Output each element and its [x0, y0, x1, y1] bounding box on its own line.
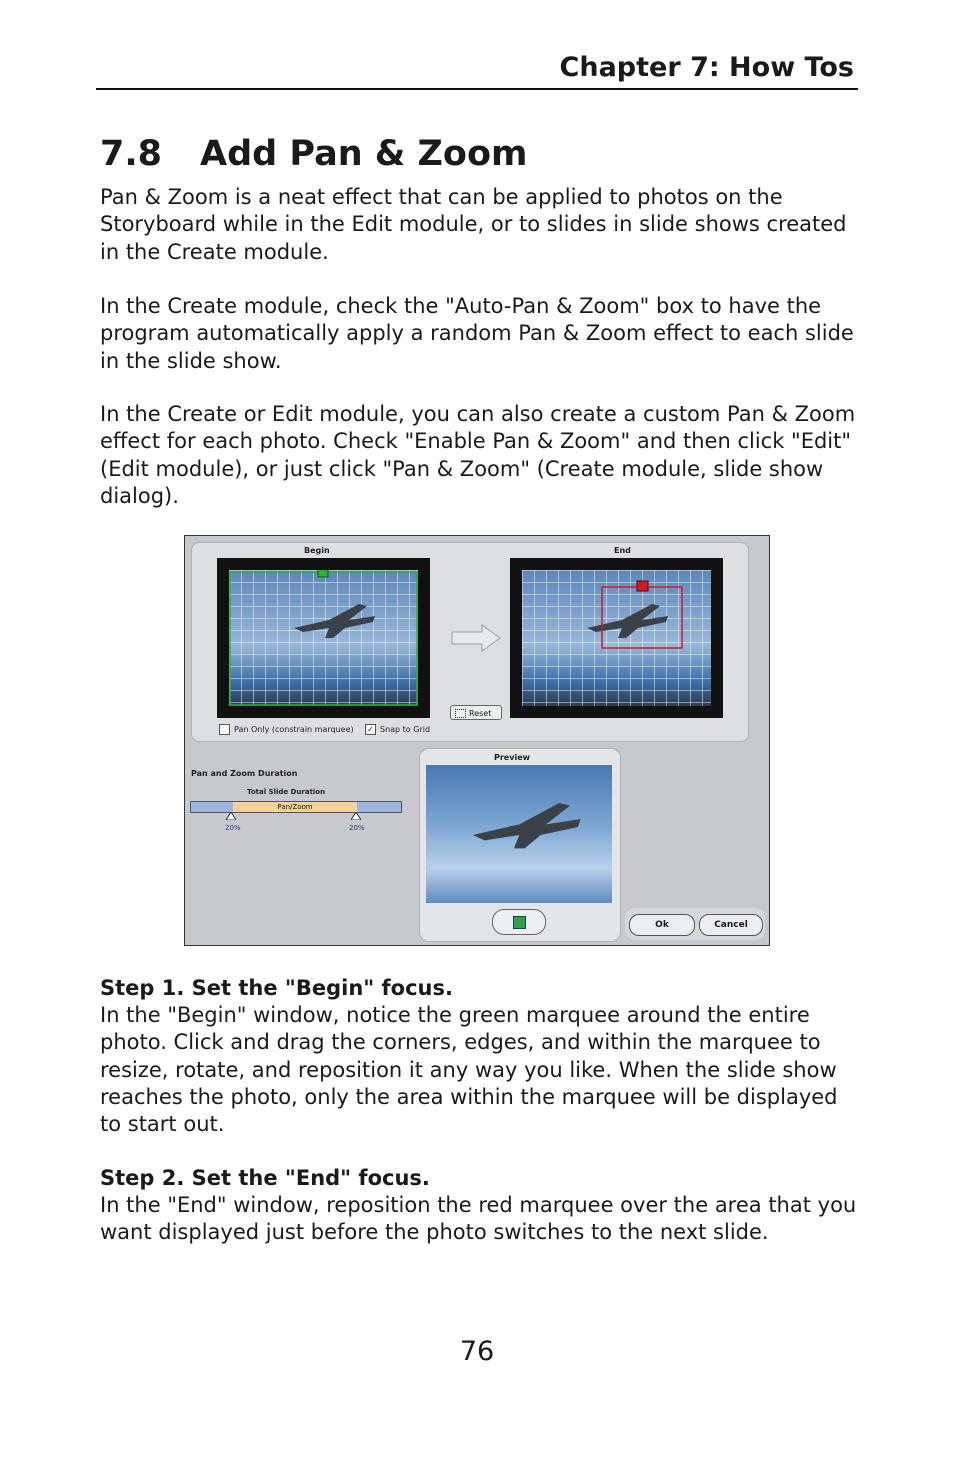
pan-only-checkbox[interactable] [219, 724, 354, 735]
begin-photo [229, 570, 418, 706]
begin-label: Begin [304, 546, 330, 555]
step1-text: In the "Begin" window, notice the green marquee around the entire photo. Click and drag the corners, edges, and within the marquee to resize, rotate, and reposition it any way you like. When the slide show reaches the photo, only the area within the marquee will be displayed to start out. [100, 1003, 838, 1137]
preview-panel [419, 748, 621, 942]
end-photo [522, 570, 711, 706]
section-number: 7.8 [100, 134, 163, 174]
arrow-right-icon [450, 623, 502, 653]
reset-button[interactable] [450, 705, 502, 720]
left-handle-icon[interactable] [226, 812, 236, 820]
preview-label: Preview [494, 753, 531, 762]
begin-marquee[interactable] [229, 570, 418, 706]
custom-pan-paragraph: In the Create or Edit module, you can also create a custom Pan & Zoom effect for each photo. Check "Enable Pan & Zoom" and then click "Edit" (Edit module), or just click "Pan & Zoom" (Create module, slide show dialog). [100, 402, 856, 508]
right-percent: 20% [349, 824, 365, 832]
chapter-header [96, 52, 858, 90]
stop-button[interactable] [492, 909, 546, 935]
section-title: Add Pan & Zoom [200, 134, 528, 174]
jet-image-icon [466, 795, 586, 859]
pan-only-label: Pan Only (constrain marquee) [234, 725, 354, 734]
section-heading [100, 134, 527, 174]
step2-text: In the "End" window, reposition the red marquee over the area that you want displayed just before the photo switches to the next slide. [100, 1193, 857, 1245]
step1-heading: Step 1. Set the "Begin" focus. [100, 976, 453, 1000]
duration-bar[interactable] [190, 801, 402, 813]
cancel-button[interactable]: Cancel [699, 914, 763, 936]
duration-label: Pan and Zoom Duration [191, 769, 298, 778]
left-percent: 20% [225, 824, 241, 832]
pan-only-box[interactable] [219, 724, 230, 735]
right-handle-icon[interactable] [351, 812, 361, 820]
pan-zoom-dialog-screenshot [184, 535, 770, 946]
reset-label: Reset [469, 709, 492, 718]
preview-image [426, 765, 612, 903]
chapter-title: Chapter 7: How Tos [559, 52, 854, 83]
auto-pan-paragraph: In the Create module, check the "Auto-Pan & Zoom" box to have the program automatically apply a random Pan & Zoom effect to each slide in the slide show. [100, 294, 854, 373]
snap-label: Snap to Grid [380, 725, 431, 734]
end-label: End [614, 546, 631, 555]
end-marquee[interactable] [522, 570, 711, 706]
marquee-panel [191, 542, 749, 742]
intro-paragraph: Pan & Zoom is a neat effect that can be applied to photos on the Storyboard while in the Edit module, or to slides in slide shows created in the Create module. [100, 185, 847, 264]
panzoom-segment[interactable]: Pan/Zoom [233, 802, 357, 812]
page-number: 76 [459, 1336, 495, 1367]
step2-heading: Step 2. Set the "End" focus. [100, 1166, 430, 1190]
ok-button[interactable]: Ok [629, 914, 695, 936]
total-duration-label: Total Slide Duration [247, 788, 326, 796]
check-icon[interactable]: ✓ [365, 724, 376, 735]
snap-to-grid-checkbox[interactable] [365, 724, 430, 735]
reset-icon [455, 709, 466, 718]
stop-icon [513, 916, 526, 929]
end-frame[interactable] [510, 558, 723, 718]
begin-frame[interactable] [217, 558, 430, 718]
dialog-buttons [625, 908, 765, 940]
